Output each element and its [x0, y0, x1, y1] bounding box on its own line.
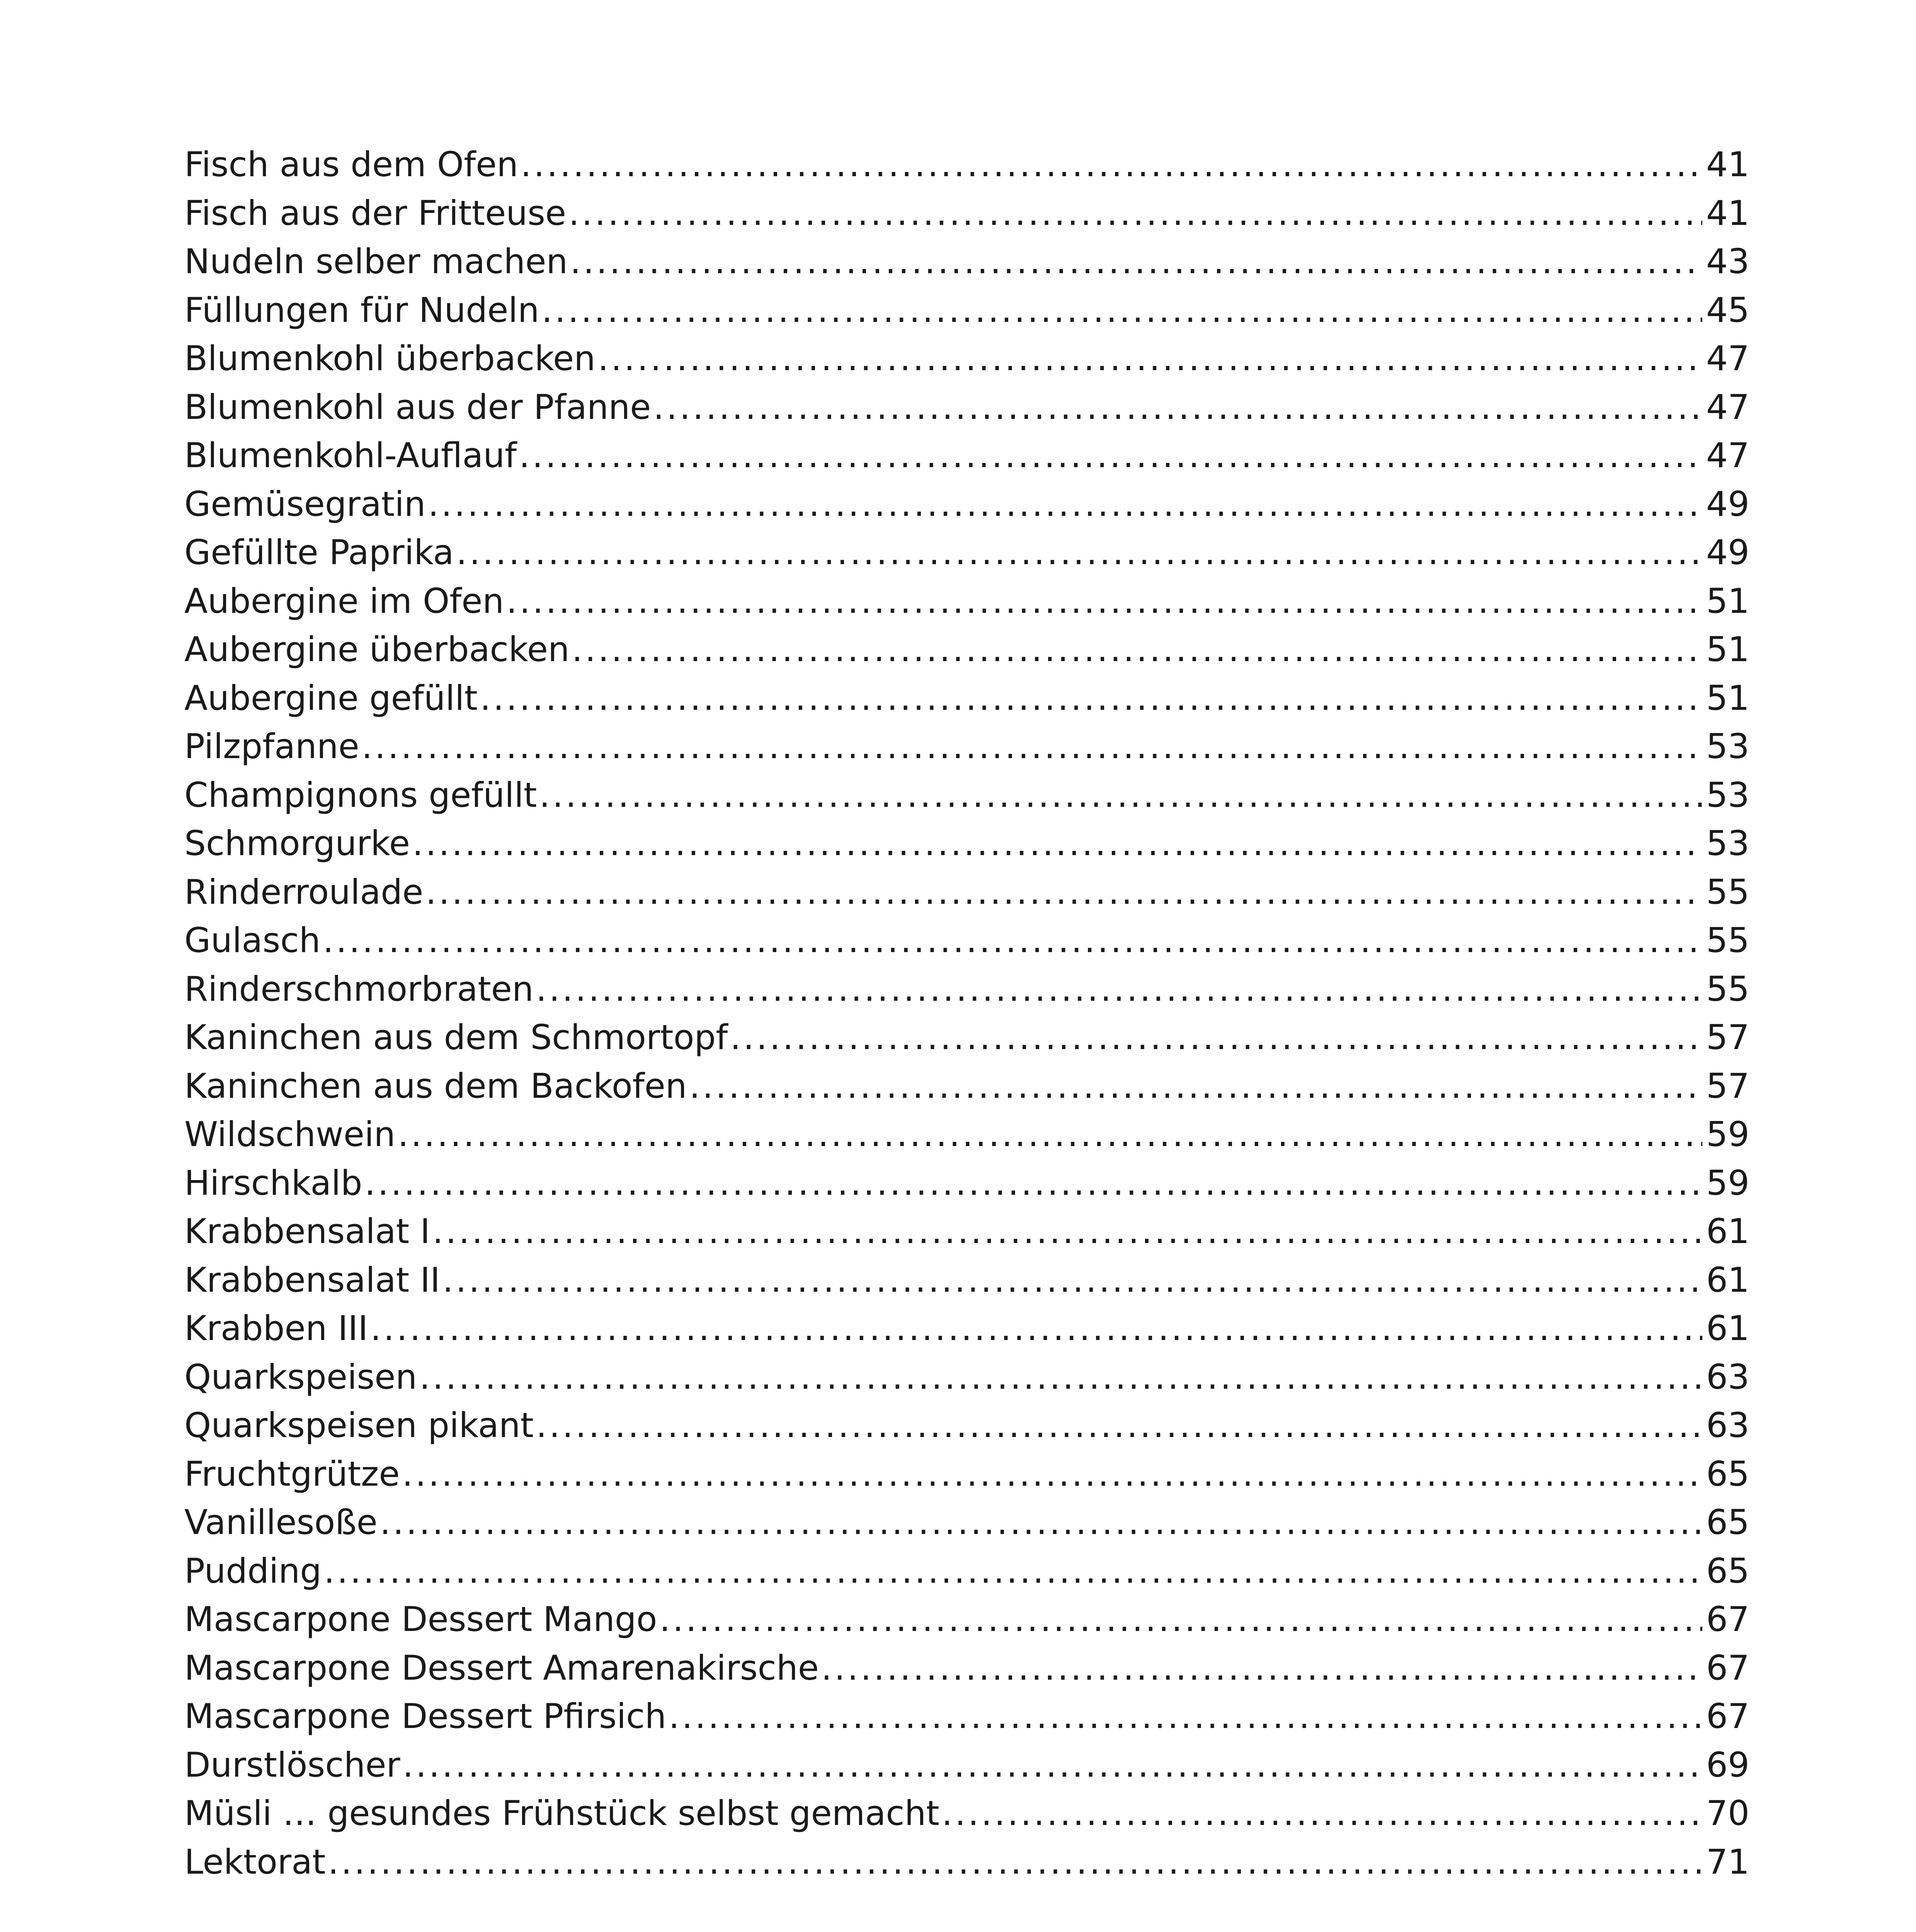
toc-entry-page-number: 53 [1706, 775, 1749, 815]
toc-dot-leader [572, 625, 1702, 674]
toc-entry [184, 1644, 1749, 1692]
toc-dot-leader [419, 1353, 1702, 1401]
toc-entry [184, 819, 1749, 868]
toc-entry-title: Kaninchen aus dem Backofen [184, 1066, 687, 1106]
toc-entry-title: Blumenkohl überbacken [184, 338, 596, 378]
toc-dot-leader [598, 334, 1702, 383]
toc-entry [184, 1207, 1749, 1256]
toc-entry-page-number: 63 [1706, 1357, 1749, 1397]
toc-entry-title: Mascarpone Dessert Mango [184, 1599, 657, 1639]
toc-dot-leader [456, 528, 1702, 577]
toc-entry-title: Kaninchen aus dem Schmortopf [184, 1017, 728, 1057]
toc-entry [184, 1547, 1749, 1595]
toc-entry-title: Champignons gefüllt [184, 775, 537, 815]
toc-entry-title: Hirschkalb [184, 1163, 362, 1203]
toc-entry [184, 577, 1749, 626]
toc-entry-title: Aubergine gefüllt [184, 678, 478, 718]
toc-entry [184, 1159, 1749, 1208]
toc-dot-leader [536, 965, 1702, 1014]
toc-entry-title: Rinderschmorbraten [184, 969, 534, 1009]
toc-entry-title: Aubergine überbacken [184, 629, 570, 669]
toc-dot-leader [398, 1110, 1702, 1159]
toc-entry-title: Blumenkohl aus der Pfanne [184, 387, 651, 427]
toc-entry [184, 1062, 1749, 1111]
toc-entry-title: Schmorgurke [184, 823, 410, 863]
toc-dot-leader [730, 1013, 1702, 1062]
toc-dot-leader [480, 674, 1702, 723]
toc-dot-leader [370, 1304, 1702, 1353]
toc-entry [184, 189, 1749, 238]
table-of-contents [184, 140, 1749, 1886]
toc-entry-page-number: 71 [1706, 1842, 1749, 1882]
toc-entry [184, 334, 1749, 383]
toc-entry-title: Mascarpone Dessert Pfirsich [184, 1696, 667, 1736]
toc-dot-leader [539, 771, 1702, 820]
toc-dot-leader [568, 189, 1702, 238]
toc-entry [184, 674, 1749, 723]
toc-entry [184, 1353, 1749, 1401]
toc-dot-leader [570, 237, 1702, 286]
toc-dot-leader [328, 1838, 1702, 1886]
toc-entry [184, 1498, 1749, 1547]
toc-dot-leader [364, 1159, 1702, 1208]
toc-entry [184, 1304, 1749, 1353]
toc-entry-page-number: 47 [1706, 338, 1749, 378]
toc-entry-page-number: 51 [1706, 629, 1749, 669]
toc-entry [184, 237, 1749, 286]
toc-entry-title: Gemüsegratin [184, 484, 426, 524]
toc-entry-title: Pilzpfanne [184, 726, 359, 766]
toc-entry-page-number: 55 [1706, 920, 1749, 960]
toc-entry-page-number: 41 [1706, 193, 1749, 233]
toc-entry [184, 431, 1749, 480]
toc-entry-page-number: 65 [1706, 1551, 1749, 1591]
toc-entry [184, 1789, 1749, 1838]
toc-entry [184, 916, 1749, 965]
toc-entry-page-number: 59 [1706, 1163, 1749, 1203]
toc-entry-page-number: 63 [1706, 1405, 1749, 1445]
toc-entry-title: Aubergine im Ofen [184, 581, 504, 621]
toc-entry-page-number: 67 [1706, 1696, 1749, 1736]
toc-entry [184, 528, 1749, 577]
toc-dot-leader [506, 577, 1702, 626]
toc-entry [184, 965, 1749, 1014]
toc-entry-title: Füllungen für Nudeln [184, 290, 539, 330]
toc-entry-page-number: 51 [1706, 581, 1749, 621]
toc-entry-page-number: 61 [1706, 1260, 1749, 1300]
toc-entry-title: Lektorat [184, 1842, 326, 1882]
toc-dot-leader [412, 819, 1702, 868]
toc-dot-leader [536, 1401, 1702, 1450]
toc-entry-title: Fruchtgrütze [184, 1454, 400, 1494]
toc-entry-title: Durstlöscher [184, 1745, 400, 1785]
toc-entry-title: Nudeln selber machen [184, 242, 568, 281]
toc-entry [184, 1838, 1749, 1886]
toc-dot-leader [428, 480, 1703, 529]
toc-entry [184, 1741, 1749, 1789]
toc-entry [184, 140, 1749, 189]
toc-entry-page-number: 49 [1706, 484, 1749, 524]
toc-dot-leader [542, 286, 1703, 335]
toc-dot-leader [519, 431, 1702, 480]
toc-entry-page-number: 70 [1706, 1793, 1749, 1833]
toc-entry [184, 480, 1749, 529]
toc-entry-page-number: 47 [1706, 435, 1749, 475]
toc-dot-leader [669, 1692, 1702, 1741]
toc-dot-leader [521, 140, 1702, 189]
toc-entry [184, 1013, 1749, 1062]
toc-dot-leader [432, 1207, 1702, 1256]
toc-entry-page-number: 55 [1706, 969, 1749, 1009]
toc-entry-title: Rinderroulade [184, 872, 424, 912]
toc-entry-page-number: 65 [1706, 1454, 1749, 1494]
toc-dot-leader [442, 1256, 1702, 1304]
toc-entry [184, 1256, 1749, 1304]
toc-dot-leader [653, 383, 1702, 432]
toc-entry [184, 1595, 1749, 1644]
toc-entry-page-number: 57 [1706, 1017, 1749, 1057]
toc-entry [184, 1692, 1749, 1741]
toc-entry-title: Wildschwein [184, 1114, 396, 1154]
toc-entry-page-number: 55 [1706, 872, 1749, 912]
toc-entry-page-number: 49 [1706, 532, 1749, 572]
toc-entry [184, 868, 1749, 917]
toc-dot-leader [324, 1547, 1702, 1595]
toc-entry [184, 1401, 1749, 1450]
toc-entry-title: Gulasch [184, 920, 321, 960]
toc-entry-title: Müsli … gesundes Frühstück selbst gemacht [184, 1793, 939, 1833]
toc-entry-page-number: 67 [1706, 1648, 1749, 1688]
toc-entry-title: Quarkspeisen [184, 1357, 417, 1397]
toc-entry-title: Krabbensalat I [184, 1211, 431, 1251]
toc-entry-page-number: 47 [1706, 387, 1749, 427]
toc-entry-page-number: 59 [1706, 1114, 1749, 1154]
toc-entry-title: Vanillesoße [184, 1502, 378, 1542]
toc-dot-leader [380, 1498, 1702, 1547]
toc-entry-title: Fisch aus der Fritteuse [184, 193, 567, 233]
toc-entry-title: Krabben III [184, 1308, 368, 1348]
toc-entry-page-number: 69 [1706, 1745, 1749, 1785]
toc-entry-page-number: 65 [1706, 1502, 1749, 1542]
toc-entry-title: Pudding [184, 1551, 322, 1591]
toc-dot-leader [362, 722, 1702, 771]
toc-entry [184, 383, 1749, 432]
toc-entry-title: Quarkspeisen pikant [184, 1405, 534, 1445]
toc-dot-leader [689, 1062, 1702, 1111]
toc-dot-leader [403, 1741, 1702, 1789]
toc-entry-page-number: 61 [1706, 1211, 1749, 1251]
toc-entry-page-number: 67 [1706, 1599, 1749, 1639]
toc-entry-title: Mascarpone Dessert Amarenakirsche [184, 1648, 819, 1688]
toc-entry-page-number: 51 [1706, 678, 1749, 718]
toc-entry-title: Krabbensalat II [184, 1260, 440, 1300]
toc-entry [184, 771, 1749, 820]
toc-entry-page-number: 53 [1706, 823, 1749, 863]
toc-dot-leader [402, 1450, 1702, 1498]
toc-entry-title: Fisch aus dem Ofen [184, 145, 519, 184]
toc-entry [184, 286, 1749, 335]
toc-entry [184, 625, 1749, 674]
toc-entry-page-number: 61 [1706, 1308, 1749, 1348]
toc-entry-page-number: 53 [1706, 726, 1749, 766]
toc-entry-title: Blumenkohl-Auflauf [184, 435, 517, 475]
toc-dot-leader [425, 868, 1702, 917]
toc-entry-page-number: 43 [1706, 242, 1749, 281]
toc-dot-leader [821, 1644, 1702, 1692]
toc-entry [184, 1450, 1749, 1498]
toc-dot-leader [323, 916, 1702, 965]
toc-entry-page-number: 41 [1706, 145, 1749, 184]
toc-entry [184, 722, 1749, 771]
toc-entry-page-number: 45 [1706, 290, 1749, 330]
toc-entry-title: Gefüllte Paprika [184, 532, 454, 572]
toc-entry-page-number: 57 [1706, 1066, 1749, 1106]
toc-dot-leader [660, 1595, 1703, 1644]
toc-entry [184, 1110, 1749, 1159]
toc-dot-leader [942, 1789, 1702, 1838]
